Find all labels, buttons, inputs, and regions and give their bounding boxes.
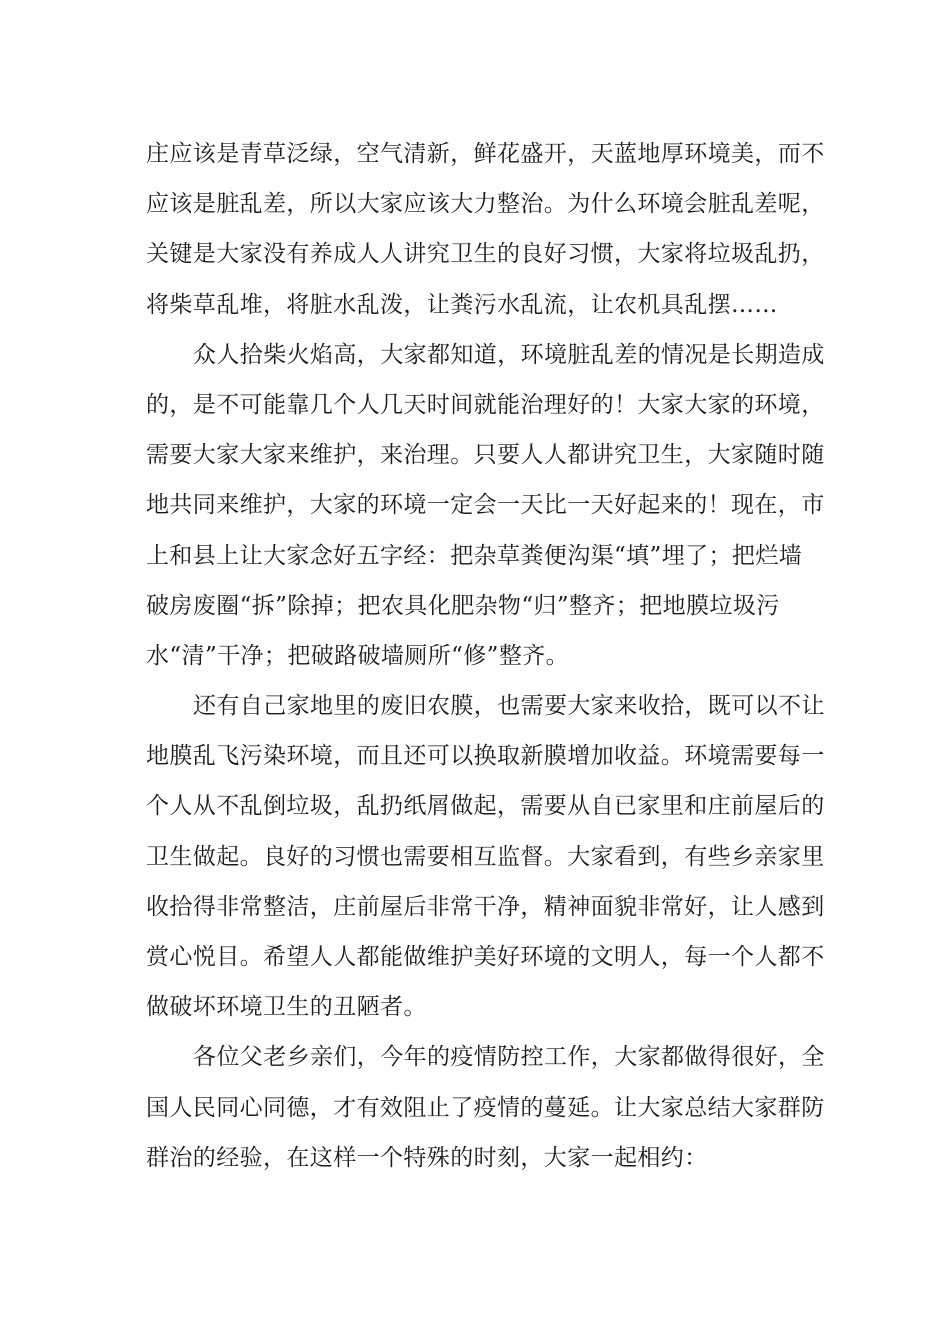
text-line: 收拾得非常整洁，庄前屋后非常干净，精神面貌非常好，让人感到 xyxy=(146,893,825,920)
text-line: 地膜乱飞污染环境，而且还可以换取新膜增加收益。环境需要每一 xyxy=(146,743,825,770)
text-line: 赏心悦目。希望人人都能做维护美好环境的文明人，每一个人都不 xyxy=(146,944,825,970)
text-line: 需要大家大家来维护，来治理。只要人人都讲究卫生，大家随时随 xyxy=(146,442,825,469)
text-line: 水“清”干净；把破路破墙厕所“修”整齐。 xyxy=(146,642,570,669)
body-text xyxy=(146,129,825,1183)
text-line: 的，是不可能靠几个人几天时间就能治理好的！大家大家的环境， xyxy=(146,391,825,418)
text-line: 个人从不乱倒垃圾，乱扔纸屑做起，需要从自已家里和庄前屋后的 xyxy=(146,793,825,820)
paragraph-1 xyxy=(146,129,825,330)
text-line: 国人民同心同德，才有效阻止了疫情的蔓延。让大家总结大家群防 xyxy=(146,1094,825,1121)
text-line: 将柴草乱堆，将脏水乱泼，让粪污水乱流，让农机具乱摆…… xyxy=(146,291,778,318)
text-line: 各位父老乡亲们，今年的疫情防控工作，大家都做得很好，全 xyxy=(193,1044,825,1071)
text-line: 应该是脏乱差，所以大家应该大力整治。为什么环境会脏乱差呢， xyxy=(146,191,825,218)
text-line: 卫生做起。良好的习惯也需要相互监督。大家看到，有些乡亲家里 xyxy=(146,843,825,870)
paragraph-4 xyxy=(146,1032,825,1183)
text-line: 群治的经验，在这样一个特殊的时刻，大家一起相约： xyxy=(146,1144,708,1171)
text-line: 关键是大家没有养成人人讲究卫生的良好习惯，大家将垃圾乱扔， xyxy=(146,241,825,268)
text-line: 众人拾柴火焰高，大家都知道，环境脏乱差的情况是长期造成 xyxy=(193,341,825,368)
paragraph-2 xyxy=(146,330,825,681)
text-line: 地共同来维护，大家的环境一定会一天比一天好起来的！现在，市 xyxy=(146,492,825,519)
text-line: 庄应该是青草泛绿，空气清新，鲜花盛开，天蓝地厚环境美，而不 xyxy=(146,141,825,167)
text-line: 还有自己家地里的废旧农膜，也需要大家来收拾，既可以不让 xyxy=(193,693,825,720)
text-line: 破房废圈“拆”除掉；把农具化肥杂物“归”整齐；把地膜垃圾污 xyxy=(146,592,780,619)
text-line: 做破坏环境卫生的丑陋者。 xyxy=(146,994,427,1021)
text-line: 上和县上让大家念好五字经：把杂草粪便沟渠“填”埋了；把烂墙 xyxy=(146,542,803,569)
paragraph-3 xyxy=(146,681,825,1032)
